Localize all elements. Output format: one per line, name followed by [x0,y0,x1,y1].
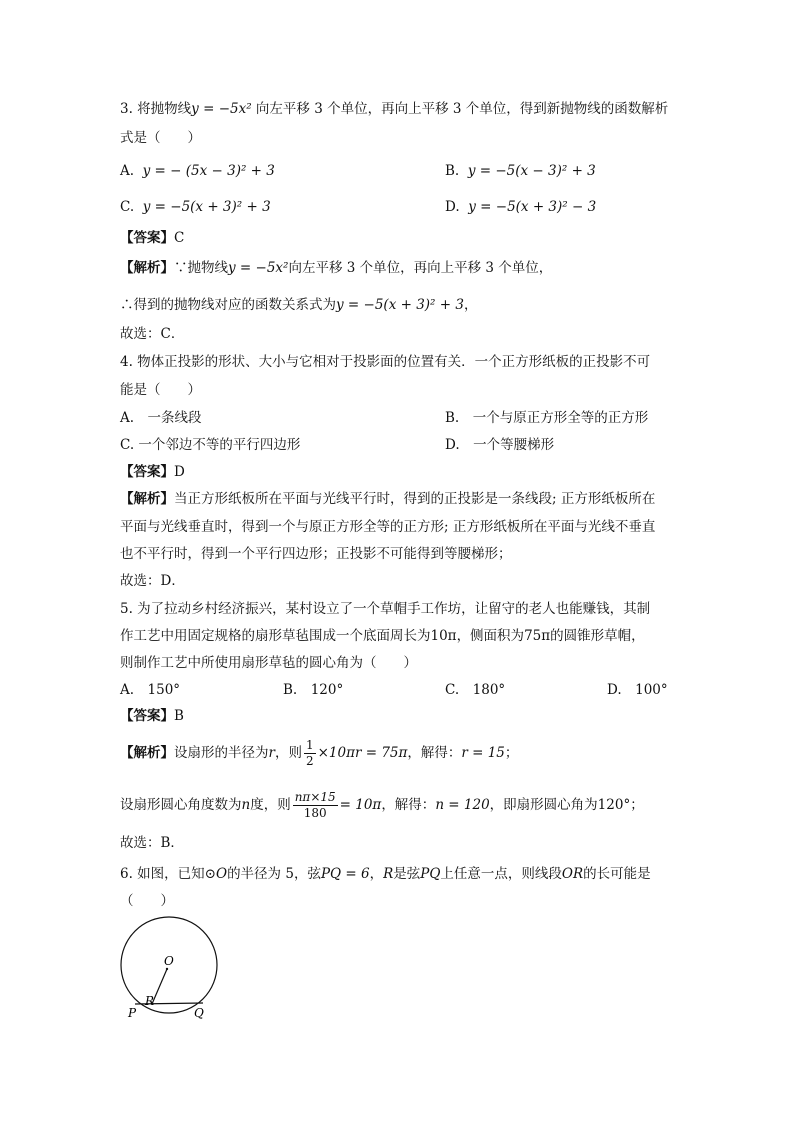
q3-option-d[interactable]: D. y = −5(x + 3)² − 3 [445,199,597,215]
label-p: P [128,1006,137,1020]
q5-option-a[interactable]: A. 150° [120,682,181,698]
circle-figure [112,914,230,1026]
q5-stem-line1: 5. 为了拉动乡村经济振兴，某村设立了一个草帽手工作坊，让留守的老人也能赚钱，其制 [120,601,651,617]
q5-answer: 【答案】B [120,708,184,724]
fraction-angle: $\frac{n\pi\times 15}{180}$ [294,790,336,820]
q3-analysis-line1: 【解析】∵抛物线y = −5x²向左平移 3 个单位，再向上平移 3 个单位， [120,260,553,276]
q3-option-c[interactable]: C. y = −5(x + 3)² + 3 [120,199,271,215]
q4-option-b[interactable]: B. 一个与原正方形全等的正方形 [445,410,649,426]
q3-option-a[interactable]: A. y = − (5x − 3)² + 3 [120,163,275,179]
q3-option-b[interactable]: B. y = −5(x − 3)² + 3 [445,163,596,179]
label-r: R [145,994,155,1008]
q5-option-b[interactable]: B. 120° [283,682,344,698]
q4-option-a[interactable]: A. 一条线段 [120,410,202,426]
q3-answer: 【答案】C [120,230,185,246]
q4-stem-line2: 能是（ ） [120,382,201,398]
q5-stem-line2: 作工艺中用固定规格的扇形草毡围成一个底面周长为10π，侧面积为75π的圆锥形草帽， [120,628,645,644]
q4-answer: 【答案】D [120,464,185,480]
fraction-one-half: $\frac{1}{2}$ [305,738,314,768]
q3-analysis-line2: ∴得到的抛物线对应的函数关系式为y = −5(x + 3)² + 3， [120,297,478,313]
segment-or [152,969,167,1004]
label-o: O [164,954,174,968]
q5-analysis-line2: 设扇形圆心角度数为n度，则 $\frac{n\pi\times 15}{180}$ = 10π，解得：n = 120，即扇形圆心角为120°； [120,790,644,820]
q4-option-d[interactable]: D. 一个等腰梯形 [445,437,555,453]
q4-stem-line1: 4. 物体正投影的形状、大小与它相对于投影面的位置有关．一个正方形纸板的正投影不可 [120,354,651,370]
q5-stem-line3: 则制作工艺中所使用扇形草毡的圆心角为（ ） [120,655,417,671]
q6-stem-line2: （ ） [120,893,174,909]
q4-option-c[interactable]: C. 一个邻边不等的平行四边形 [120,437,301,453]
label-q: Q [194,1006,204,1020]
q5-analysis-line1: 【解析】设扇形的半径为r，则 $\frac{1}{2}$ ×10πr = 75π，解得：r = 15； [120,738,519,768]
point-o [166,968,168,970]
q5-choice: 故选：B． [120,835,184,851]
q3-stem-line2: 式是（ ） [120,130,201,146]
q5-option-d[interactable]: D. 100° [607,682,668,698]
q4-analysis-line2: 平面与光线垂直时，得到一个与原正方形全等的正方形; 正方形纸板所在平面与光线不垂直 [120,519,656,535]
q6-stem-line1: 6. 如图，已知⊙O的半径为 5，弦PQ = 6，R是弦PQ上任意一点，则线段OR的长可能是 [120,866,651,882]
q4-choice: 故选：D． [120,573,185,589]
q3-stem-line1: 3. 将抛物线y = −5x² 向左平移 3 个单位，再向上平移 3 个单位，得到新抛物线的函数解析 [120,101,669,117]
q4-analysis-line3: 也不平行时，得到一个平行四边形；正投影不可能得到等腰梯形； [120,546,512,562]
q3-choice: 故选：C． [120,326,185,342]
q4-analysis-line1: 【解析】当正方形纸板所在平面与光线平行时，得到的正投影是一条线段; 正方形纸板所在 [120,491,656,507]
q5-option-c[interactable]: C. 180° [445,682,506,698]
